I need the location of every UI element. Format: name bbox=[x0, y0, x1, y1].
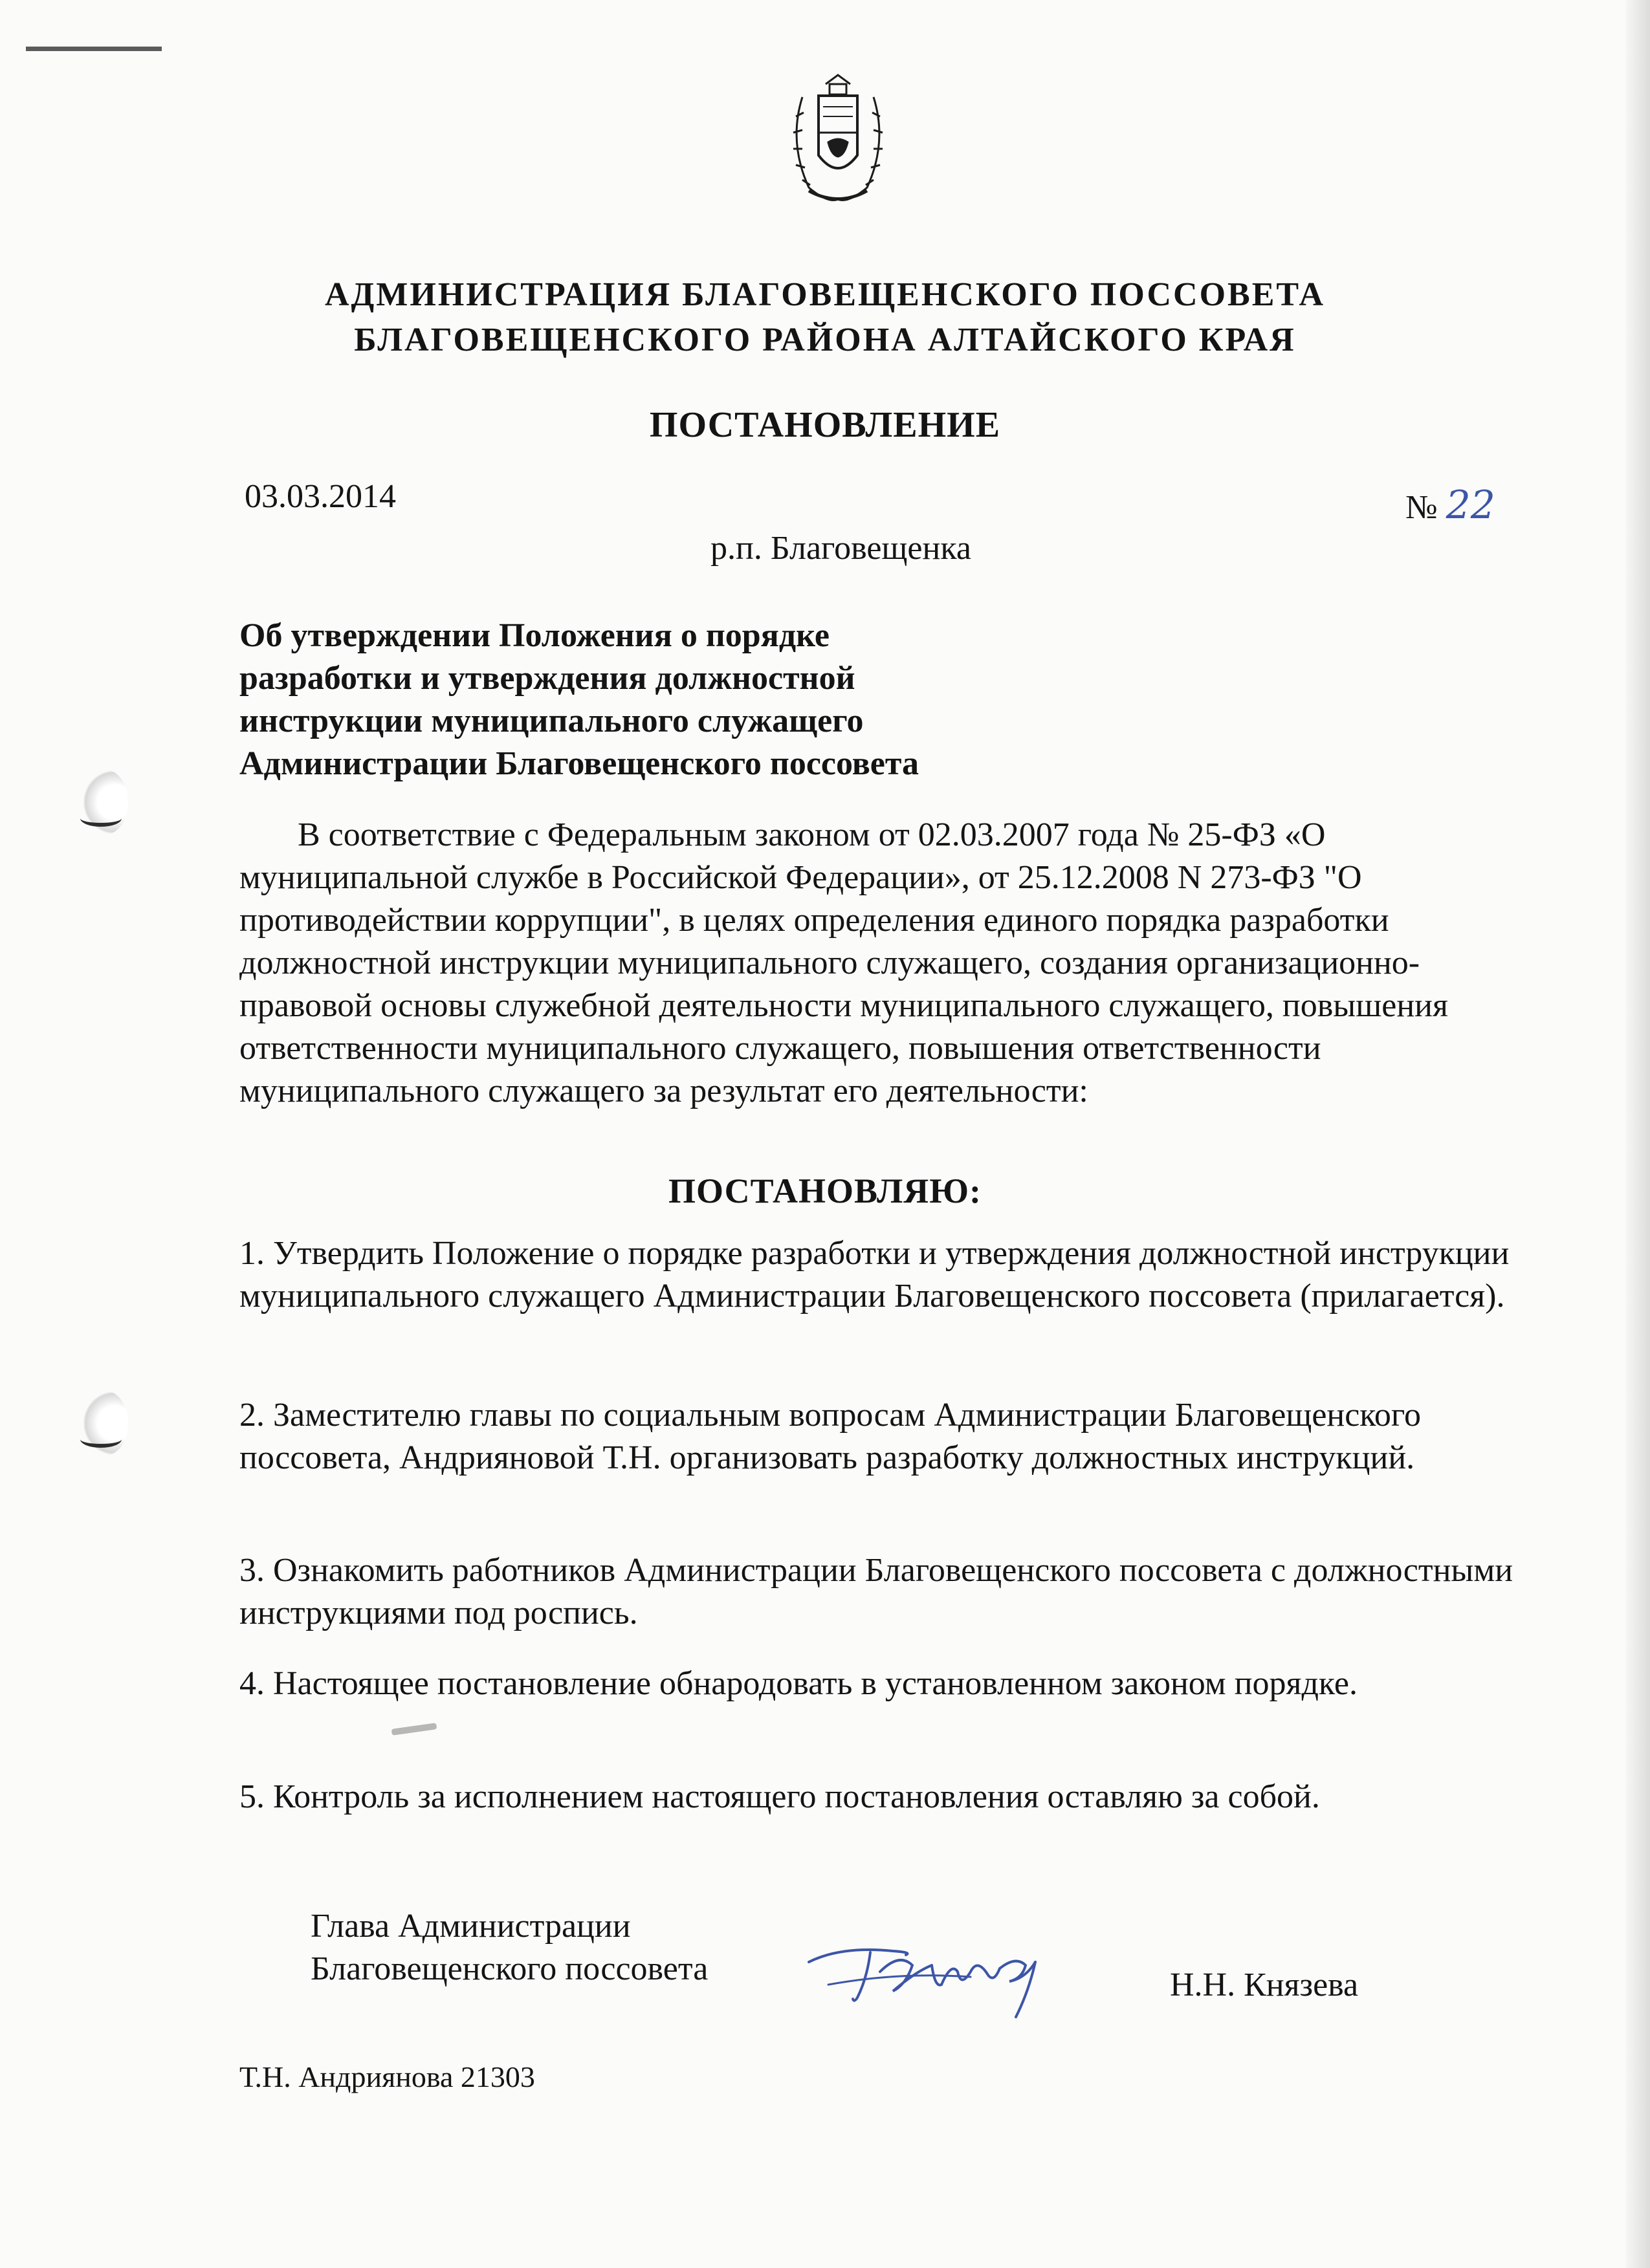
executor-note: Т.Н. Андриянова 21303 bbox=[239, 2060, 535, 2093]
resolution-item-2: 2. Заместителю главы по социальным вопросам Администрации Благовещенского поссовета, Андрияновой Т.Н. организовать разработку должностных инструкций. bbox=[239, 1397, 1421, 1476]
resolution-item-1: 1. Утвердить Положение о порядке разработки и утверждения должностной инструкции муниципального служащего Администрации Благовещенского поссовета (прилагается). bbox=[239, 1235, 1510, 1314]
signatory-title bbox=[311, 1905, 708, 1990]
preamble-paragraph: В соответствие с Федеральным законом от 02.03.2007 года № 25-ФЗ «О муниципальной службе в Российской Федерации», от 25.12.2008 N 273-ФЗ "О противодействии коррупции", в целях определения единого порядка разработки должностной инструкции муниципального служащего, создания организационно-правовой основы служебной деятельности муниципального служащего, повышения ответственности муниципального служащего, повышения ответственности муниципального служащего за результат его деятельности: bbox=[239, 816, 1448, 1109]
punch-hole-mark bbox=[83, 770, 128, 834]
subject-line: Об утверждении Положения о порядке bbox=[239, 617, 830, 654]
number-sign: № bbox=[1405, 489, 1438, 526]
document-type-title: ПОСТАНОВЛЕНИЕ bbox=[649, 405, 1001, 445]
resolution-item-3: 3. Ознакомить работников Администрации Благовещенского поссовета с должностными инструкциями под роспись. bbox=[239, 1552, 1513, 1631]
issuer-line-1: АДМИНИСТРАЦИЯ БЛАГОВЕЩЕНСКОГО ПОССОВЕТА bbox=[324, 276, 1326, 313]
issuer-line-2: БЛАГОВЕЩЕНСКОГО РАЙОНА АЛТАЙСКОГО КРАЯ bbox=[354, 322, 1296, 358]
signatory-title-line-2: Благовещенского поссовета bbox=[311, 1950, 709, 1987]
document-date: 03.03.2014 bbox=[245, 478, 396, 515]
handwritten-signature-icon bbox=[802, 1926, 1081, 2023]
signatory-name: Н.Н. Князева bbox=[1170, 1967, 1359, 2003]
subject-line: разработки и утверждения должностной bbox=[239, 660, 855, 697]
coat-of-arms-emblem-icon bbox=[783, 71, 893, 210]
scan-mark bbox=[26, 47, 162, 51]
handwritten-number: 22 bbox=[1446, 483, 1495, 528]
resolution-item-5: 5. Контроль за исполнением настоящего постановления оставляю за собой. bbox=[239, 1778, 1320, 1815]
resolution-item-4: 4. Настоящее постановление обнародовать в установленном законом порядке. bbox=[239, 1665, 1358, 1702]
document-place: р.п. Благовещенка bbox=[710, 530, 971, 567]
document-subject bbox=[239, 615, 919, 785]
scan-smudge bbox=[391, 1723, 437, 1736]
resolve-heading: ПОСТАНОВЛЯЮ: bbox=[668, 1172, 982, 1210]
signatory-title-line-1: Глава Администрации bbox=[311, 1908, 631, 1945]
punch-hole-mark bbox=[83, 1391, 128, 1456]
document-number bbox=[1405, 484, 1495, 529]
subject-line: инструкции муниципального служащего bbox=[239, 703, 864, 739]
subject-line: Администрации Благовещенского поссовета bbox=[239, 745, 919, 782]
